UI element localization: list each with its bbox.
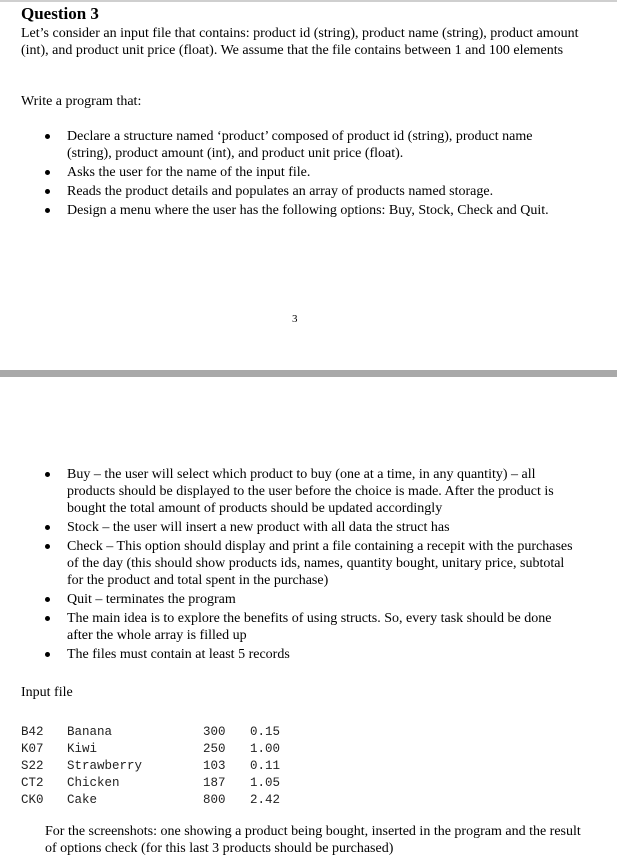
list-item: Buy – the user will select which product to buy (one at a time, in any quantity) – all products should be displayed to the user before the choice is made. After the product is bought the total amount of products should be updated accordingly	[45, 466, 575, 517]
record-name: Kiwi	[67, 742, 98, 756]
record-id: CK0	[21, 793, 44, 807]
top-rule	[0, 0, 617, 2]
record-id: S22	[21, 759, 44, 773]
bullet-icon	[45, 170, 50, 175]
list-item: Quit – terminates the program	[45, 591, 575, 608]
list-item: Asks the user for the name of the input file.	[45, 164, 575, 181]
bullet-icon	[45, 472, 50, 477]
record-id: B42	[21, 725, 44, 739]
bullet-icon	[45, 544, 50, 549]
record-name: Cake	[67, 793, 98, 807]
list-item: The main idea is to explore the benefits of using structs. So, every task should be done after the whole array is filled up	[45, 610, 575, 644]
list-item: Reads the product details and populates an array of products named storage.	[45, 183, 575, 200]
requirements-list	[45, 128, 575, 221]
record-price: 1.05	[250, 776, 281, 790]
bullet-icon	[45, 525, 50, 530]
page-number: 3	[292, 313, 298, 325]
bullet-icon	[45, 652, 50, 657]
record-name: Banana	[67, 725, 113, 739]
record-id: K07	[21, 742, 44, 756]
question-heading: Question 3	[21, 4, 99, 23]
record-id: CT2	[21, 776, 44, 790]
record-price: 0.11	[250, 759, 281, 773]
intro-paragraph: Let’s consider an input file that contains: product id (string), product name (string), product amount (int), and product unit price (float). We assume that the file contains between 1 and 100 elements	[21, 26, 579, 58]
input-file-label: Input file	[21, 685, 73, 700]
bullet-icon	[45, 134, 50, 139]
record-amount: 187	[203, 776, 226, 790]
record-amount: 800	[203, 793, 226, 807]
menu-options-list	[45, 466, 575, 665]
bullet-icon	[45, 597, 50, 602]
record-amount: 300	[203, 725, 226, 739]
record-price: 1.00	[250, 742, 281, 756]
document-page-2	[0, 377, 617, 868]
bullet-icon	[45, 616, 50, 621]
bullet-icon	[45, 208, 50, 213]
list-item: Design a menu where the user has the following options: Buy, Stock, Check and Quit.	[45, 202, 575, 219]
record-price: 2.42	[250, 793, 281, 807]
record-name: Chicken	[67, 776, 120, 790]
task-lead: Write a program that:	[21, 94, 142, 109]
list-item: Check – This option should display and print a file containing a recepit with the purchases of the day (this should show products ids, names, quantity bought, unitary price, subtotal for the product and total spent in the purchase)	[45, 538, 575, 589]
document-page-1	[0, 0, 617, 370]
screenshot-instructions: For the screenshots: one showing a product being bought, inserted in the program and the result of options check (for this last 3 products should be purchased)	[45, 824, 581, 856]
record-name: Strawberry	[67, 759, 143, 773]
bullet-icon	[45, 189, 50, 194]
page-separator	[0, 370, 617, 377]
record-amount: 103	[203, 759, 226, 773]
record-price: 0.15	[250, 725, 281, 739]
list-item: Stock – the user will insert a new product with all data the struct has	[45, 519, 575, 536]
list-item: The files must contain at least 5 records	[45, 646, 575, 663]
list-item: Declare a structure named ‘product’ composed of product id (string), product name (string), product amount (int), and product unit price (float).	[45, 128, 575, 162]
record-amount: 250	[203, 742, 226, 756]
